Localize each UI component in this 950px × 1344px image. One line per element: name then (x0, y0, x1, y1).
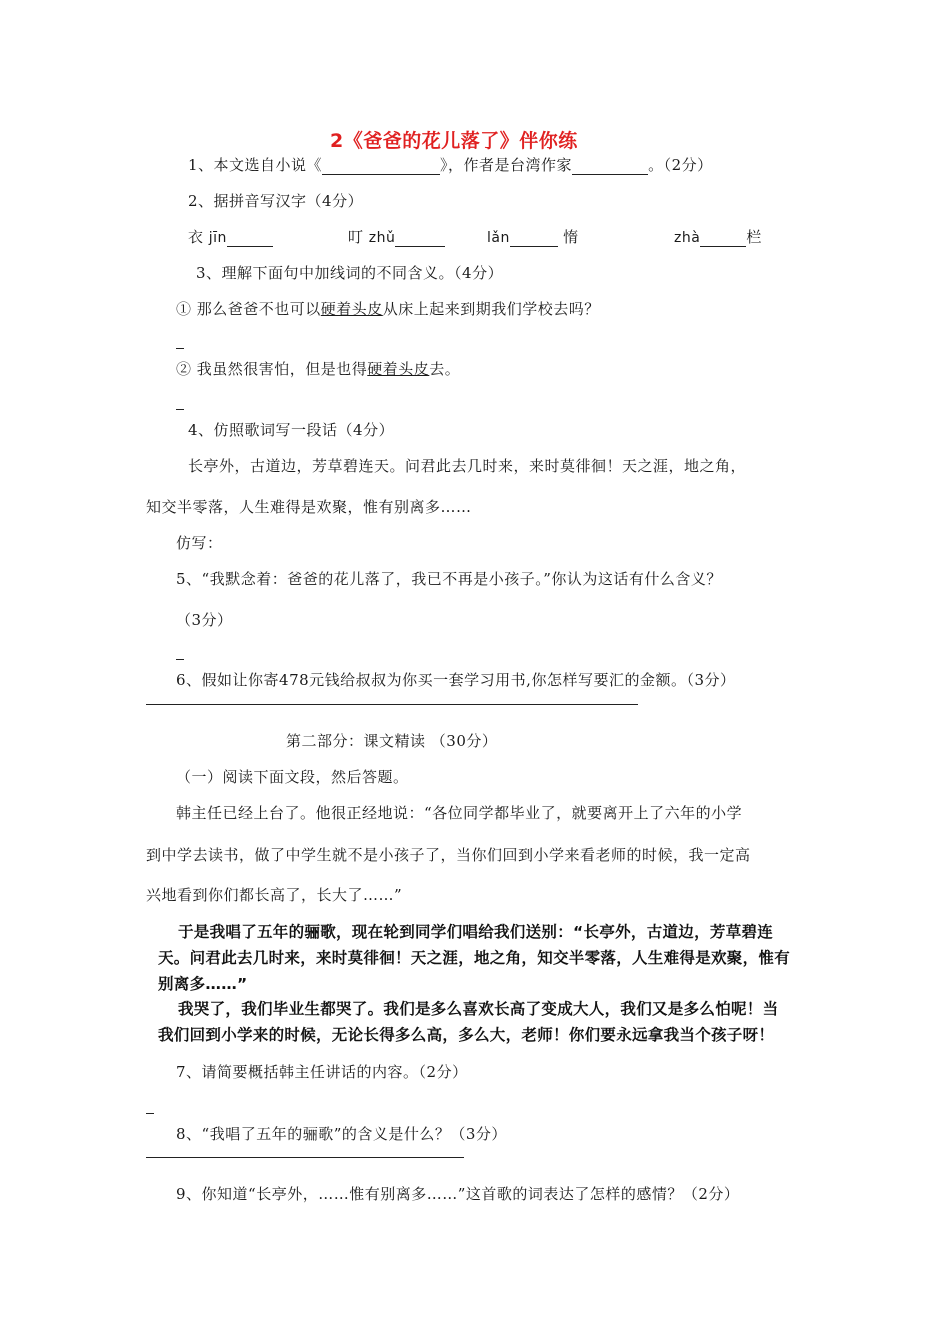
question-5-line-2: （3分） (176, 611, 233, 629)
pinyin-item-2 (348, 226, 445, 247)
passage-line-2: 到中学去读书，做了中学生就不是小孩子了，当你们回到小学来看老师的时候，我一定高 (146, 846, 751, 864)
handwritten-line-2: 天。问君此去几时来，来时莫徘徊！天之涯，地之角，知交半零落，人生难得是欢聚，惟有 (158, 949, 791, 967)
pinyin: zhà (674, 230, 701, 246)
handwritten-line-1: 于是我唱了五年的骊歌，现在轮到同学们唱给我们送别：“长亭外，古道边，芳草碧连 (178, 923, 774, 941)
question-5-line-1: 5、“我默念着：爸爸的花儿落了，我已不再是小孩子。”你认为这话有什么含义？ (176, 570, 722, 588)
pinyin-pre: 叮 (348, 228, 369, 246)
pinyin: jīn (208, 230, 227, 246)
imitation-label: 仿写： (176, 534, 223, 552)
pinyin-blank-4[interactable] (700, 232, 746, 247)
answer-line-q5[interactable] (176, 659, 184, 660)
question-1 (188, 154, 713, 175)
q3-sentence-1 (176, 298, 600, 319)
page-title: 2《爸爸的花儿落了》伴你练 (330, 130, 578, 152)
question-2-stem: 2、据拼音写汉字（4分） (188, 192, 364, 210)
handwritten-line-4: 我哭了，我们毕业生都哭了。我们是多么喜欢长高了变成大人，我们又是多么怕呢！当 (178, 1000, 779, 1018)
author-blank[interactable] (572, 160, 648, 175)
q1-text-b: 》，作者是台湾作家 (440, 156, 573, 174)
answer-line-q8[interactable] (146, 1157, 464, 1158)
answer-line-q3-1[interactable] (176, 348, 184, 349)
pinyin: lǎn (487, 230, 510, 246)
sentence-pre: ① 那么爸爸不也可以 (176, 300, 321, 318)
answer-line-q3-2[interactable] (176, 409, 184, 410)
handwritten-line-3: 别离多……” (158, 975, 248, 993)
pinyin-item-4 (674, 226, 762, 247)
part-2-heading: 第二部分：课文精读 （30分） (286, 732, 498, 750)
question-3-stem: 3、理解下面句中加线词的不同含义。（4分） (196, 264, 504, 282)
passage-line-3: 兴地看到你们都长高了，长大了……” (146, 886, 403, 904)
pinyin-blank-2[interactable] (395, 232, 445, 247)
pinyin-post: 栏 (746, 228, 762, 246)
novel-name-blank[interactable] (322, 160, 440, 175)
q1-text-c: 。（2分） (648, 156, 713, 174)
lyrics-line-2: 知交半零落，人生难得是欢聚，惟有别离多…… (146, 498, 472, 516)
pinyin-item-1 (188, 226, 273, 247)
passage-line-1: 韩主任已经上台了。他很正经地说：“各位同学都毕业了，就要离开上了六年的小学 (176, 804, 743, 822)
underlined-phrase: 硬着头皮 (320, 300, 383, 318)
pinyin-blank-1[interactable] (227, 232, 273, 247)
question-6: 6、假如让你寄478元钱给叔叔为你买一套学习用书,你怎样写要汇的金额。（3分） (176, 671, 736, 689)
q3-sentence-2 (176, 358, 460, 379)
answer-line-q6[interactable] (146, 704, 638, 705)
handwritten-line-5: 我们回到小学来的时候，无论长得多么高，多么大，老师！你们要永远拿我当个孩子呀！ (158, 1026, 775, 1044)
question-7: 7、请简要概括韩主任讲话的内容。（2分） (176, 1063, 468, 1081)
pinyin-blank-3[interactable] (510, 232, 558, 247)
lyrics-line-1: 长亭外，古道边，芳草碧连天。问君此去几时来，来时莫徘徊！天之涯，地之角， (188, 457, 747, 475)
question-8: 8、“我唱了五年的骊歌”的含义是什么？（3分） (176, 1125, 507, 1143)
part-2-instruction: （一）阅读下面文段，然后答题。 (176, 768, 409, 786)
answer-line-q7[interactable] (146, 1113, 154, 1114)
pinyin-pre: 衣 (188, 228, 209, 246)
pinyin-item-3 (487, 226, 579, 247)
question-4-stem: 4、仿照歌词写一段话（4分） (188, 421, 395, 439)
sentence-post: 从床上起来到期我们学校去吗？ (382, 300, 600, 318)
pinyin: zhǔ (368, 230, 396, 246)
sentence-pre: ② 我虽然很害怕，但是也得 (176, 360, 368, 378)
q1-text-a: 1、本文选自小说《 (188, 156, 323, 174)
pinyin-post: 惰 (557, 228, 579, 246)
question-9: 9、你知道“长亭外，……惟有别离多……”这首歌的词表达了怎样的感情？（2分） (176, 1185, 740, 1203)
underlined-phrase: 硬着头皮 (367, 360, 430, 378)
sentence-post: 去。 (429, 360, 461, 378)
